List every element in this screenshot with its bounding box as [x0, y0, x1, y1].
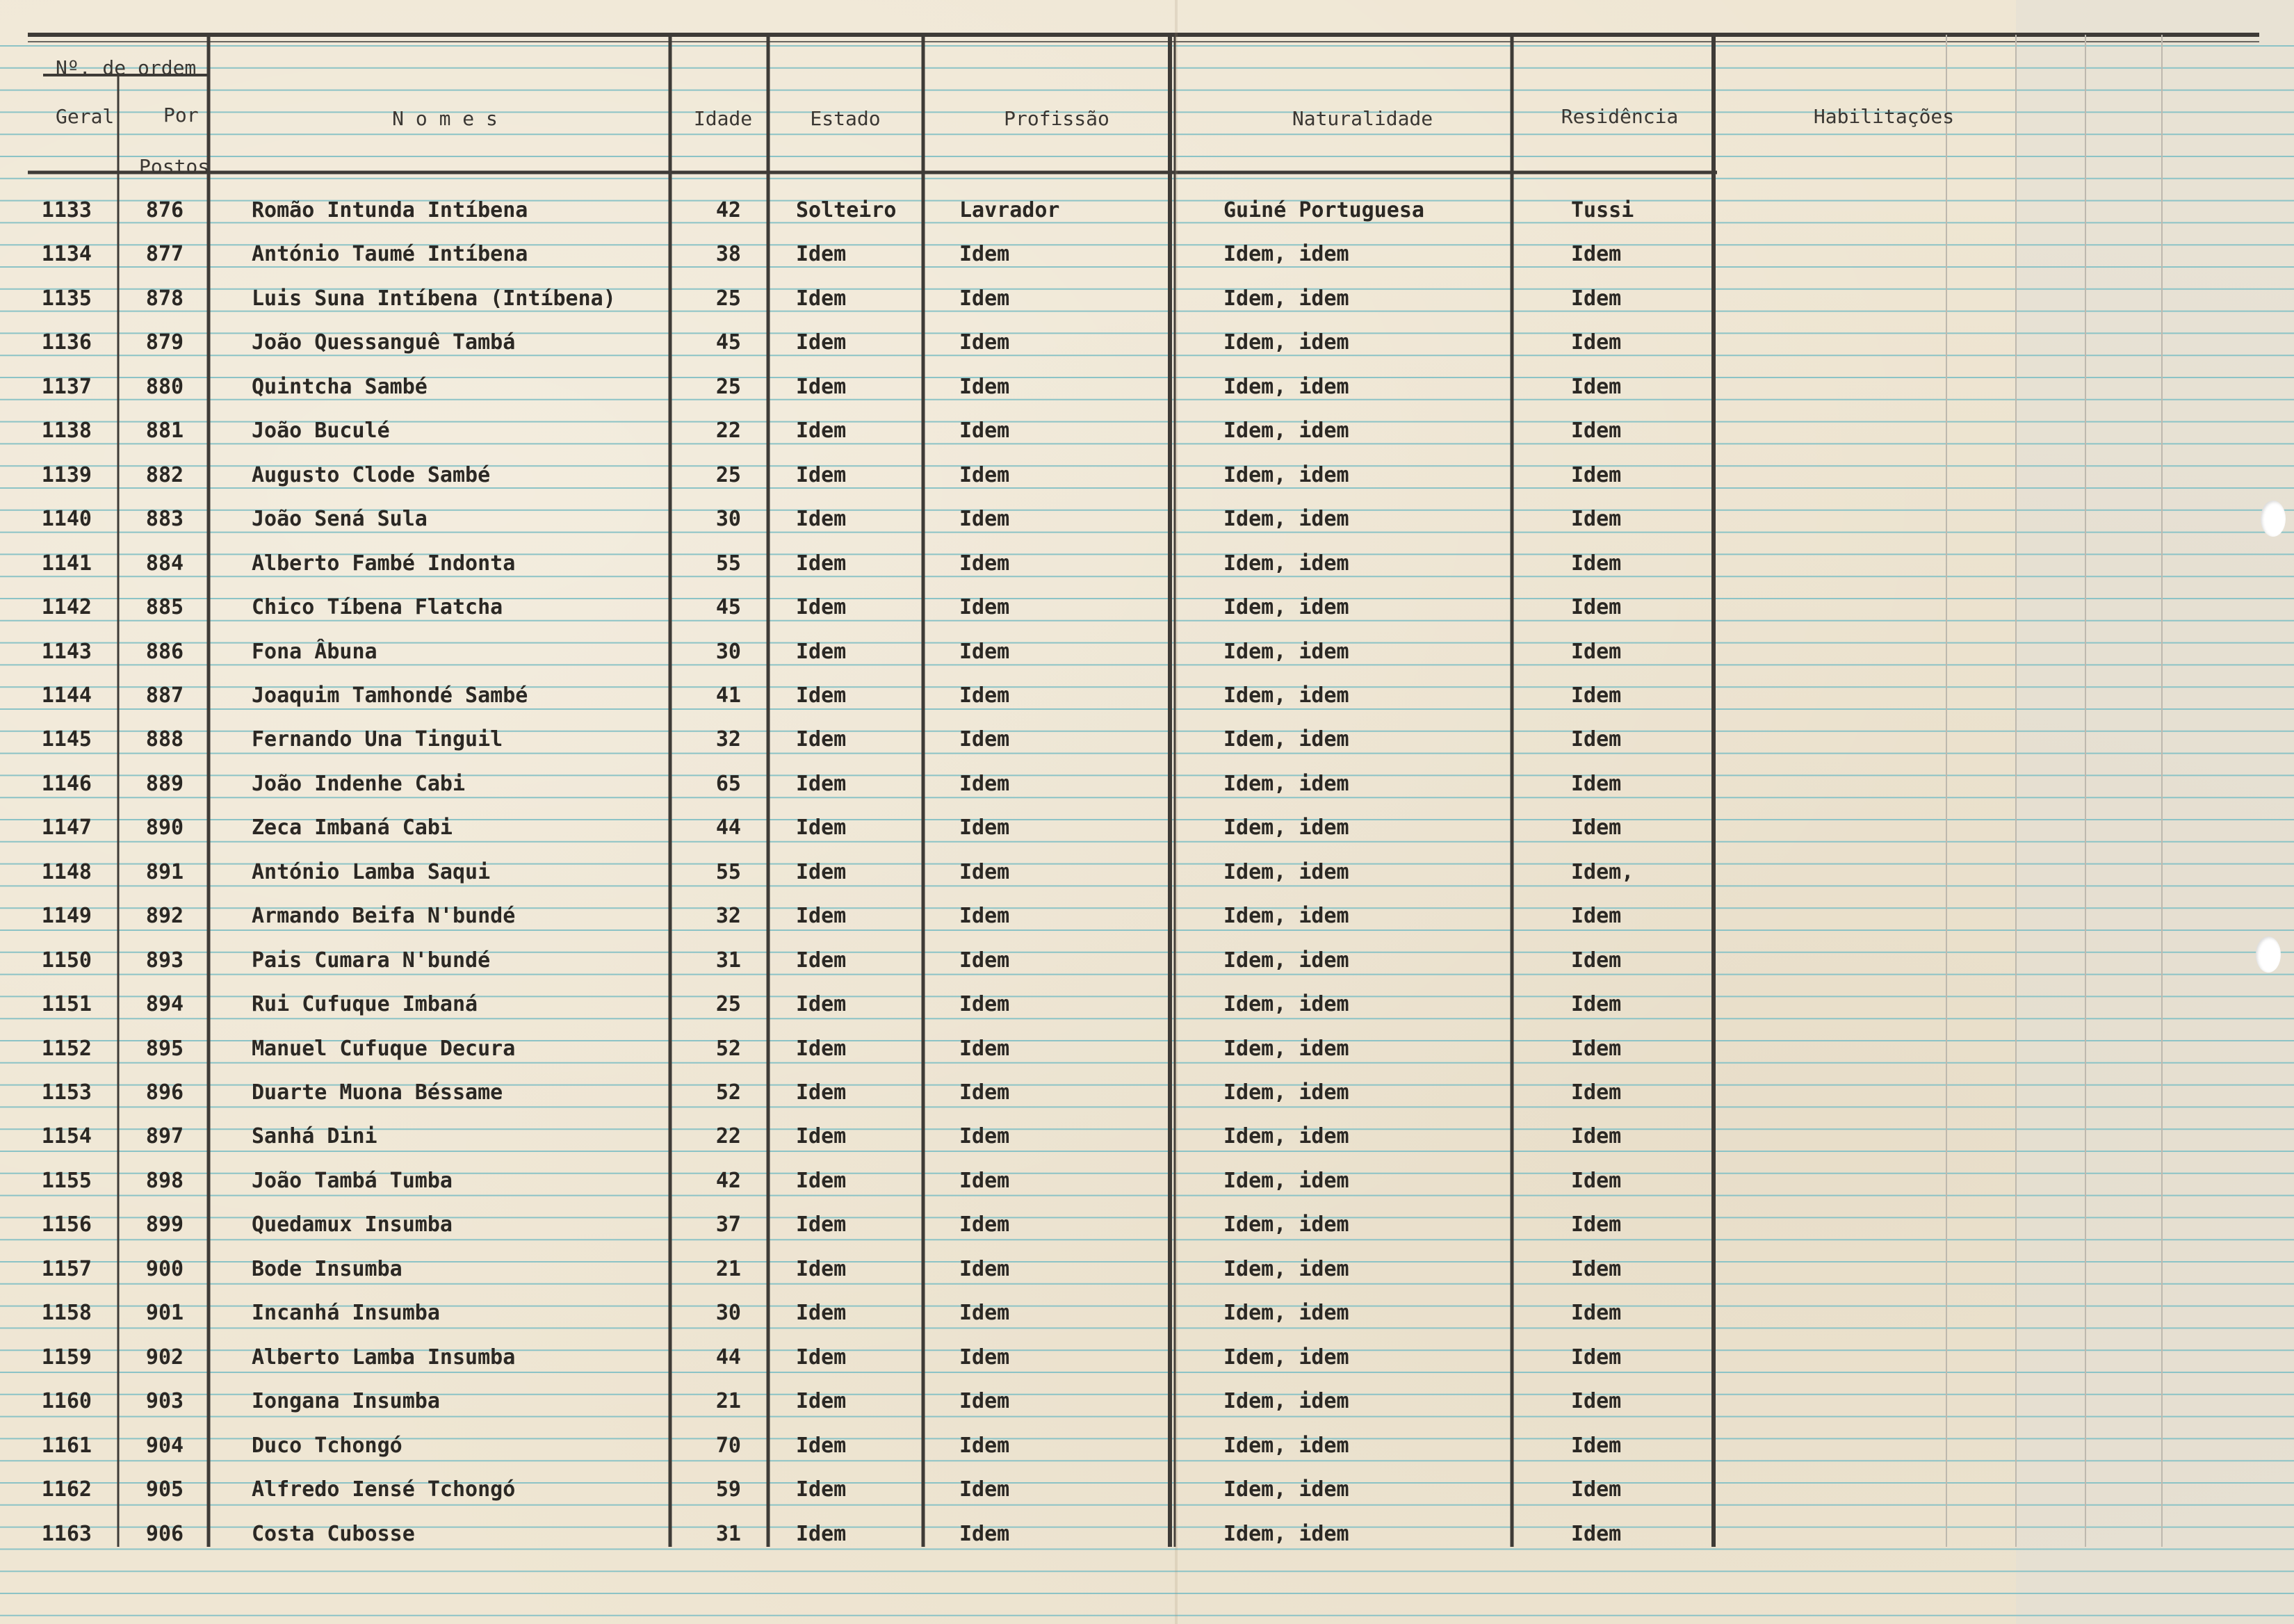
cell-residencia: Idem [1571, 330, 1622, 355]
cell-geral: 1163 [41, 1521, 92, 1546]
cell-idade: 30 [715, 639, 741, 664]
cell-estado: Idem [796, 1521, 847, 1546]
cell-nome: Duco Tchongó [252, 1433, 402, 1458]
cell-profissao: Idem [959, 683, 1010, 708]
cell-naturalidade: Idem, idem [1223, 1389, 1349, 1414]
cell-profissao: Idem [959, 1036, 1010, 1061]
cell-residencia: Idem [1571, 1212, 1622, 1237]
cell-naturalidade: Idem, idem [1223, 1080, 1349, 1105]
cell-idade: 31 [715, 948, 741, 973]
cell-idade: 52 [715, 1036, 741, 1061]
header-residencia: Residência [1561, 105, 1679, 128]
cell-profissao: Idem [959, 1080, 1010, 1105]
cell-naturalidade: Idem, idem [1223, 1433, 1349, 1458]
cell-por: 895 [145, 1036, 184, 1061]
cell-profissao: Idem [959, 1124, 1010, 1149]
cell-geral: 1141 [41, 551, 92, 576]
cell-estado: Idem [796, 1168, 847, 1193]
cell-residencia: Idem [1571, 1036, 1622, 1061]
cell-estado: Idem [796, 1212, 847, 1237]
cell-por: 897 [145, 1124, 184, 1149]
cell-estado: Idem [796, 904, 847, 929]
cell-profissao: Idem [959, 374, 1010, 399]
page-fold [1175, 0, 1178, 1624]
cell-estado: Idem [796, 330, 847, 355]
cell-profissao: Idem [959, 286, 1010, 311]
cell-naturalidade: Idem, idem [1223, 507, 1349, 532]
cell-nome: Fernando Una Tinguil [252, 727, 503, 752]
cell-profissao: Idem [959, 904, 1010, 929]
cell-estado: Idem [796, 242, 847, 267]
cell-nome: Pais Cumara N'bundé [252, 948, 491, 973]
cell-geral: 1158 [41, 1301, 92, 1326]
cell-idade: 59 [715, 1477, 741, 1502]
cell-idade: 55 [715, 859, 741, 884]
cell-idade: 45 [715, 330, 741, 355]
cell-residencia: Idem [1571, 595, 1622, 620]
header-por: Por [163, 104, 199, 127]
cell-geral: 1154 [41, 1124, 92, 1149]
header-no-de-ordem: Nº. de ordem [56, 56, 197, 79]
cell-naturalidade: Idem, idem [1223, 904, 1349, 929]
cell-idade: 30 [715, 507, 741, 532]
cell-residencia: Idem [1571, 1389, 1622, 1414]
cell-geral: 1152 [41, 1036, 92, 1061]
cell-geral: 1146 [41, 771, 92, 796]
cell-por: 899 [145, 1212, 184, 1237]
cell-por: 878 [145, 286, 184, 311]
cell-por: 879 [145, 330, 184, 355]
cell-idade: 25 [715, 374, 741, 399]
header-geral: Geral [56, 105, 115, 128]
cell-nome: Iongana Insumba [252, 1389, 440, 1414]
cell-idade: 41 [715, 683, 741, 708]
cell-geral: 1151 [41, 992, 92, 1017]
cell-naturalidade: Idem, idem [1223, 771, 1349, 796]
cell-por: 881 [145, 419, 184, 444]
cell-naturalidade: Idem, idem [1223, 419, 1349, 444]
cell-residencia: Idem [1571, 1433, 1622, 1458]
cell-por: 896 [145, 1080, 184, 1105]
cell-naturalidade: Idem, idem [1223, 1168, 1349, 1193]
cell-idade: 45 [715, 595, 741, 620]
cell-estado: Idem [796, 551, 847, 576]
header-postos: Postos [139, 155, 210, 178]
cell-nome: Duarte Muona Béssame [252, 1080, 503, 1105]
cell-geral: 1147 [41, 815, 92, 841]
cell-geral: 1140 [41, 507, 92, 532]
cell-idade: 44 [715, 1345, 741, 1370]
cell-estado: Idem [796, 948, 847, 973]
cell-nome: Alberto Fambé Indonta [252, 551, 516, 576]
cell-idade: 21 [715, 1256, 741, 1281]
cell-residencia: Idem [1571, 286, 1622, 311]
cell-residencia: Idem [1571, 507, 1622, 532]
cell-residencia: Idem [1571, 419, 1622, 444]
cell-geral: 1137 [41, 374, 92, 399]
cell-residencia: Idem [1571, 1521, 1622, 1546]
cell-nome: Luis Suna Intíbena (Intíbena) [252, 286, 616, 311]
header-naturalidade: Naturalidade [1292, 107, 1433, 130]
cell-naturalidade: Idem, idem [1223, 992, 1349, 1017]
cell-geral: 1160 [41, 1389, 92, 1414]
cell-geral: 1162 [41, 1477, 92, 1502]
cell-residencia: Idem [1571, 771, 1622, 796]
cell-nome: Romão Intunda Intíbena [252, 198, 528, 222]
cell-estado: Idem [796, 639, 847, 664]
cell-nome: Alfredo Iensé Tchongó [252, 1477, 516, 1502]
cell-geral: 1139 [41, 462, 92, 487]
cell-naturalidade: Idem, idem [1223, 1477, 1349, 1502]
cell-geral: 1143 [41, 639, 92, 664]
cell-profissao: Idem [959, 462, 1010, 487]
cell-por: 893 [145, 948, 184, 973]
cell-estado: Idem [796, 1345, 847, 1370]
cell-nome: Costa Cubosse [252, 1521, 415, 1546]
cell-geral: 1153 [41, 1080, 92, 1105]
cell-naturalidade: Idem, idem [1223, 859, 1349, 884]
cell-idade: 32 [715, 727, 741, 752]
cell-residencia: Idem [1571, 1345, 1622, 1370]
cell-profissao: Idem [959, 595, 1010, 620]
cell-por: 905 [145, 1477, 184, 1502]
cell-por: 904 [145, 1433, 184, 1458]
cell-residencia: Idem [1571, 992, 1622, 1017]
cell-residencia: Idem [1571, 462, 1622, 487]
cell-profissao: Idem [959, 815, 1010, 841]
cell-por: 890 [145, 815, 184, 841]
cell-idade: 65 [715, 771, 741, 796]
cell-naturalidade: Idem, idem [1223, 1256, 1349, 1281]
cell-estado: Idem [796, 462, 847, 487]
cell-residencia: Idem [1571, 1168, 1622, 1193]
cell-profissao: Idem [959, 1301, 1010, 1326]
cell-estado: Idem [796, 1389, 847, 1414]
cell-residencia: Idem [1571, 683, 1622, 708]
header-estado: Estado [810, 107, 881, 130]
cell-geral: 1144 [41, 683, 92, 708]
cell-residencia: Idem [1571, 904, 1622, 929]
cell-nome: Bode Insumba [252, 1256, 402, 1281]
cell-profissao: Idem [959, 1345, 1010, 1370]
cell-profissao: Idem [959, 1521, 1010, 1546]
cell-idade: 25 [715, 286, 741, 311]
cell-estado: Idem [796, 771, 847, 796]
cell-naturalidade: Idem, idem [1223, 595, 1349, 620]
cell-idade: 30 [715, 1301, 741, 1326]
cell-residencia: Idem [1571, 551, 1622, 576]
cell-profissao: Idem [959, 992, 1010, 1017]
cell-nome: João Indenhe Cabi [252, 771, 466, 796]
cell-profissao: Idem [959, 1256, 1010, 1281]
cell-nome: João Sená Sula [252, 507, 428, 532]
cell-estado: Idem [796, 507, 847, 532]
cell-estado: Idem [796, 1036, 847, 1061]
cell-idade: 31 [715, 1521, 741, 1546]
cell-estado: Idem [796, 1433, 847, 1458]
cell-nome: Sanhá Dini [252, 1124, 377, 1149]
cell-naturalidade: Idem, idem [1223, 727, 1349, 752]
cell-profissao: Idem [959, 330, 1010, 355]
cell-por: 883 [145, 507, 184, 532]
cell-naturalidade: Idem, idem [1223, 462, 1349, 487]
cell-nome: Joaquim Tamhondé Sambé [252, 683, 528, 708]
cell-naturalidade: Idem, idem [1223, 286, 1349, 311]
cell-naturalidade: Idem, idem [1223, 242, 1349, 267]
cell-nome: Manuel Cufuque Decura [252, 1036, 516, 1061]
cell-por: 889 [145, 771, 184, 796]
cell-nome: João Quessanguê Tambá [252, 330, 516, 355]
cell-por: 884 [145, 551, 184, 576]
cell-idade: 70 [715, 1433, 741, 1458]
cell-naturalidade: Idem, idem [1223, 551, 1349, 576]
cell-estado: Idem [796, 815, 847, 841]
cell-geral: 1156 [41, 1212, 92, 1237]
cell-idade: 21 [715, 1389, 741, 1414]
cell-geral: 1161 [41, 1433, 92, 1458]
cell-naturalidade: Idem, idem [1223, 815, 1349, 841]
cell-por: 876 [145, 198, 184, 222]
cell-geral: 1155 [41, 1168, 92, 1193]
cell-profissao: Idem [959, 551, 1010, 576]
cell-profissao: Idem [959, 1212, 1010, 1237]
cell-geral: 1138 [41, 419, 92, 444]
cell-residencia: Idem [1571, 242, 1622, 267]
cell-nome: Quintcha Sambé [252, 374, 428, 399]
cell-por: 901 [145, 1301, 184, 1326]
cell-nome: Rui Cufuque Imbaná [252, 992, 478, 1017]
cell-profissao: Idem [959, 1433, 1010, 1458]
cell-idade: 52 [715, 1080, 741, 1105]
cell-profissao: Idem [959, 1477, 1010, 1502]
cell-profissao: Idem [959, 948, 1010, 973]
cell-estado: Idem [796, 992, 847, 1017]
cell-por: 877 [145, 242, 184, 267]
cell-naturalidade: Idem, idem [1223, 1212, 1349, 1237]
cell-por: 906 [145, 1521, 184, 1546]
cell-estado: Idem [796, 595, 847, 620]
cell-idade: 25 [715, 992, 741, 1017]
header-idade: Idade [693, 107, 753, 130]
cell-idade: 22 [715, 419, 741, 444]
cell-geral: 1150 [41, 948, 92, 973]
cell-por: 903 [145, 1389, 184, 1414]
cell-geral: 1145 [41, 727, 92, 752]
cell-por: 888 [145, 727, 184, 752]
cell-nome: Incanhá Insumba [252, 1301, 440, 1326]
cell-geral: 1159 [41, 1345, 92, 1370]
cell-profissao: Idem [959, 859, 1010, 884]
cell-estado: Idem [796, 419, 847, 444]
cell-naturalidade: Idem, idem [1223, 1345, 1349, 1370]
cell-por: 885 [145, 595, 184, 620]
cell-idade: 55 [715, 551, 741, 576]
cell-residencia: Idem [1571, 727, 1622, 752]
cell-estado: Idem [796, 1301, 847, 1326]
header-habilitacoes: Habilitações [1813, 105, 1955, 128]
cell-nome: António Lamba Saqui [252, 859, 491, 884]
punch-hole [2261, 501, 2286, 537]
cell-por: 900 [145, 1256, 184, 1281]
cell-idade: 32 [715, 904, 741, 929]
cell-idade: 44 [715, 815, 741, 841]
cell-nome: Augusto Clode Sambé [252, 462, 491, 487]
cell-estado: Idem [796, 1124, 847, 1149]
cell-residencia: Idem [1571, 1080, 1622, 1105]
cell-profissao: Lavrador [959, 198, 1060, 222]
cell-geral: 1136 [41, 330, 92, 355]
cell-por: 892 [145, 904, 184, 929]
header-profissao: Profissão [1004, 107, 1109, 130]
cell-profissao: Idem [959, 727, 1010, 752]
cell-estado: Idem [796, 859, 847, 884]
cell-estado: Idem [796, 1477, 847, 1502]
cell-naturalidade: Idem, idem [1223, 374, 1349, 399]
cell-geral: 1142 [41, 595, 92, 620]
cell-idade: 42 [715, 198, 741, 222]
cell-idade: 22 [715, 1124, 741, 1149]
cell-estado: Idem [796, 727, 847, 752]
cell-geral: 1157 [41, 1256, 92, 1281]
cell-naturalidade: Idem, idem [1223, 639, 1349, 664]
cell-por: 882 [145, 462, 184, 487]
cell-profissao: Idem [959, 1168, 1010, 1193]
cell-estado: Idem [796, 374, 847, 399]
cell-profissao: Idem [959, 1389, 1010, 1414]
cell-geral: 1135 [41, 286, 92, 311]
cell-idade: 38 [715, 242, 741, 267]
cell-estado: Idem [796, 683, 847, 708]
cell-geral: 1148 [41, 859, 92, 884]
cell-nome: Zeca Imbaná Cabi [252, 815, 453, 841]
cell-idade: 37 [715, 1212, 741, 1237]
cell-residencia: Idem [1571, 1256, 1622, 1281]
cell-naturalidade: Guiné Portuguesa [1223, 198, 1424, 222]
cell-por: 902 [145, 1345, 184, 1370]
cell-naturalidade: Idem, idem [1223, 1521, 1349, 1546]
cell-geral: 1149 [41, 904, 92, 929]
cell-por: 891 [145, 859, 184, 884]
cell-residencia: Idem [1571, 639, 1622, 664]
cell-estado: Idem [796, 286, 847, 311]
cell-naturalidade: Idem, idem [1223, 1036, 1349, 1061]
cell-residencia: Idem [1571, 1301, 1622, 1326]
cell-residencia: Idem [1571, 1124, 1622, 1149]
cell-nome: Fona Âbuna [252, 639, 377, 664]
cell-por: 880 [145, 374, 184, 399]
header-nomes: N o m e s [392, 107, 498, 130]
cell-nome: Quedamux Insumba [252, 1212, 453, 1237]
cell-residencia: Idem [1571, 1477, 1622, 1502]
cell-nome: João Buculé [252, 419, 390, 444]
cell-residencia: Idem [1571, 815, 1622, 841]
cell-idade: 42 [715, 1168, 741, 1193]
cell-residencia: Idem, [1571, 859, 1634, 884]
cell-residencia: Idem [1571, 948, 1622, 973]
cell-nome: Armando Beifa N'bundé [252, 904, 516, 929]
cell-por: 887 [145, 683, 184, 708]
cell-naturalidade: Idem, idem [1223, 683, 1349, 708]
cell-por: 894 [145, 992, 184, 1017]
cell-geral: 1133 [41, 198, 92, 222]
cell-naturalidade: Idem, idem [1223, 1301, 1349, 1326]
cell-estado: Solteiro [796, 198, 897, 222]
cell-residencia: Idem [1571, 374, 1622, 399]
cell-naturalidade: Idem, idem [1223, 1124, 1349, 1149]
cell-estado: Idem [796, 1080, 847, 1105]
cell-profissao: Idem [959, 419, 1010, 444]
cell-profissao: Idem [959, 507, 1010, 532]
cell-nome: Alberto Lamba Insumba [252, 1345, 516, 1370]
cell-residencia: Tussi [1571, 198, 1634, 222]
cell-por: 898 [145, 1168, 184, 1193]
cell-nome: António Taumé Intíbena [252, 242, 528, 267]
cell-nome: Chico Tíbena Flatcha [252, 595, 503, 620]
cell-geral: 1134 [41, 242, 92, 267]
cell-idade: 25 [715, 462, 741, 487]
cell-profissao: Idem [959, 771, 1010, 796]
cell-naturalidade: Idem, idem [1223, 330, 1349, 355]
cell-por: 886 [145, 639, 184, 664]
punch-hole [2256, 936, 2281, 973]
cell-estado: Idem [796, 1256, 847, 1281]
cell-profissao: Idem [959, 242, 1010, 267]
cell-profissao: Idem [959, 639, 1010, 664]
cell-nome: João Tambá Tumba [252, 1168, 453, 1193]
cell-naturalidade: Idem, idem [1223, 948, 1349, 973]
